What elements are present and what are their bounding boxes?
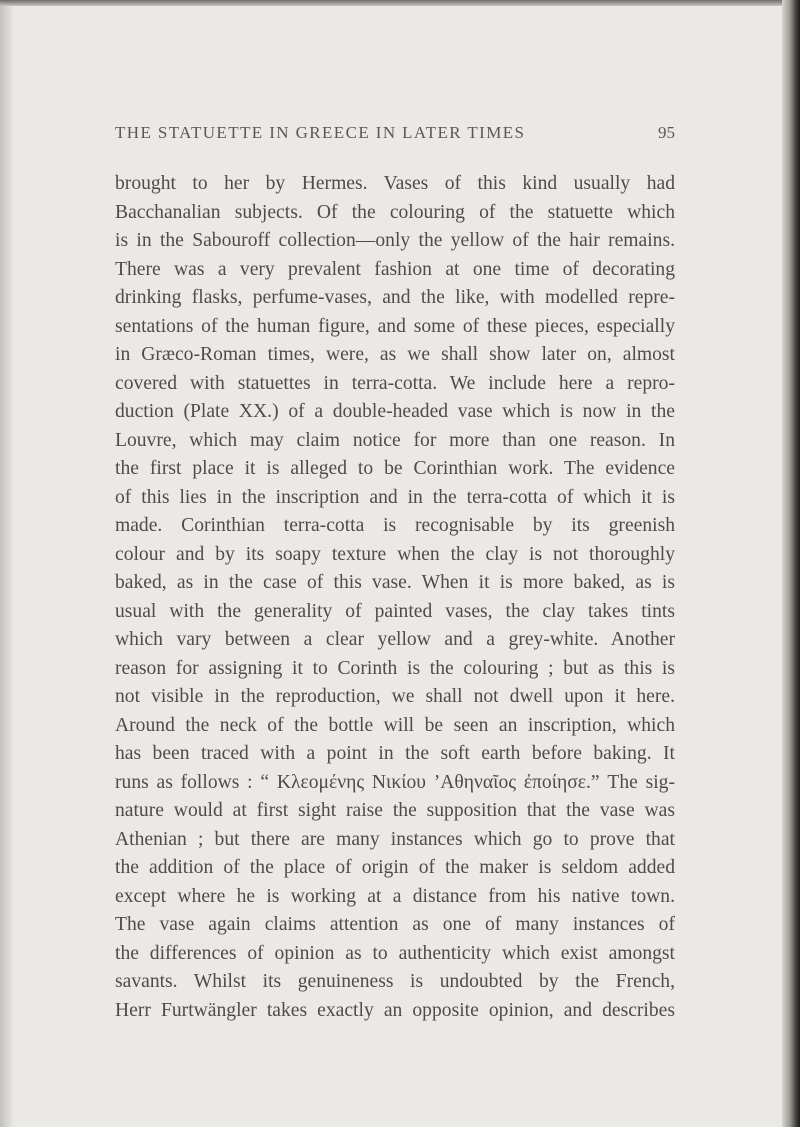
text-line: the first place it is alleged to be Corinthian work. The evidence bbox=[115, 458, 675, 479]
page-gutter-shadow bbox=[0, 0, 14, 1127]
text-line: duction (Plate XX.) of a double-headed vase which is now in the bbox=[115, 401, 675, 422]
text-line: reason for assigning it to Corinth is the colouring ; but as this is bbox=[115, 657, 675, 679]
running-header bbox=[115, 123, 675, 143]
text-line: Athenian ; but there are many instances which go to prove that bbox=[115, 828, 675, 850]
text-line: not visible in the reproduction, we shall not dwell upon it here. bbox=[115, 686, 675, 707]
text-line: made. Corinthian terra-cotta is recognisable by its greenish bbox=[115, 515, 675, 536]
text-line: There was a very prevalent fashion at one time of decorating bbox=[115, 258, 675, 280]
text-line: baked, as in the case of this vase. When it is more baked, as is bbox=[115, 572, 675, 593]
text-line: sentations of the human figure, and some of these pieces, especially bbox=[115, 315, 675, 337]
text-line: savants. Whilst its genuineness is undoubted by the French, bbox=[115, 971, 675, 992]
text-line: the differences of opinion as to authenticity which exist amongst bbox=[115, 942, 675, 964]
text-line: nature would at first sight raise the supposition that the vase was bbox=[115, 800, 675, 821]
text-line: usual with the generality of painted vases, the clay takes tints bbox=[115, 600, 675, 622]
text-line: Herr Furtwängler takes exactly an opposite opinion, and describes bbox=[115, 999, 675, 1021]
text-line: colour and by its soapy texture when the clay is not thoroughly bbox=[115, 543, 675, 565]
body-paragraph bbox=[115, 170, 675, 1025]
book-spine-edge bbox=[782, 0, 800, 1127]
text-line: Bacchanalian subjects. Of the colouring of the statuette which bbox=[115, 201, 675, 223]
text-line: which vary between a clear yellow and a grey-white. Another bbox=[115, 629, 675, 650]
text-line: of this lies in the inscription and in the terra-cotta of which it is bbox=[115, 486, 675, 508]
text-line-greek-inscription: runs as follows : “ Κλεομένης Νικίου ’Αθηναῖος ἐποίησε.” The sig- bbox=[115, 771, 675, 793]
page-number: 95 bbox=[658, 123, 675, 142]
running-title: THE STATUETTE IN GREECE IN LATER TIMES bbox=[115, 123, 526, 142]
text-line: Louvre, which may claim notice for more than one reason. In bbox=[115, 429, 675, 451]
text-line: has been traced with a point in the soft earth before baking. It bbox=[115, 743, 675, 764]
text-line: covered with statuettes in terra-cotta. We include here a repro- bbox=[115, 372, 675, 394]
text-line: except where he is working at a distance from his native town. bbox=[115, 885, 675, 907]
text-line: is in the Sabouroff collection—only the yellow of the hair remains. bbox=[115, 230, 675, 251]
text-line: Around the neck of the bottle will be seen an inscription, which bbox=[115, 714, 675, 736]
text-line: The vase again claims attention as one of many instances of bbox=[115, 914, 675, 935]
text-line: in Græco-Roman times, were, as we shall show later on, almost bbox=[115, 344, 675, 365]
text-line: the addition of the place of origin of the maker is seldom added bbox=[115, 857, 675, 878]
text-line: brought to her by Hermes. Vases of this kind usually had bbox=[115, 173, 675, 194]
page-top-edge bbox=[0, 0, 800, 6]
text-line: drinking flasks, perfume-vases, and the like, with modelled repre- bbox=[115, 287, 675, 308]
